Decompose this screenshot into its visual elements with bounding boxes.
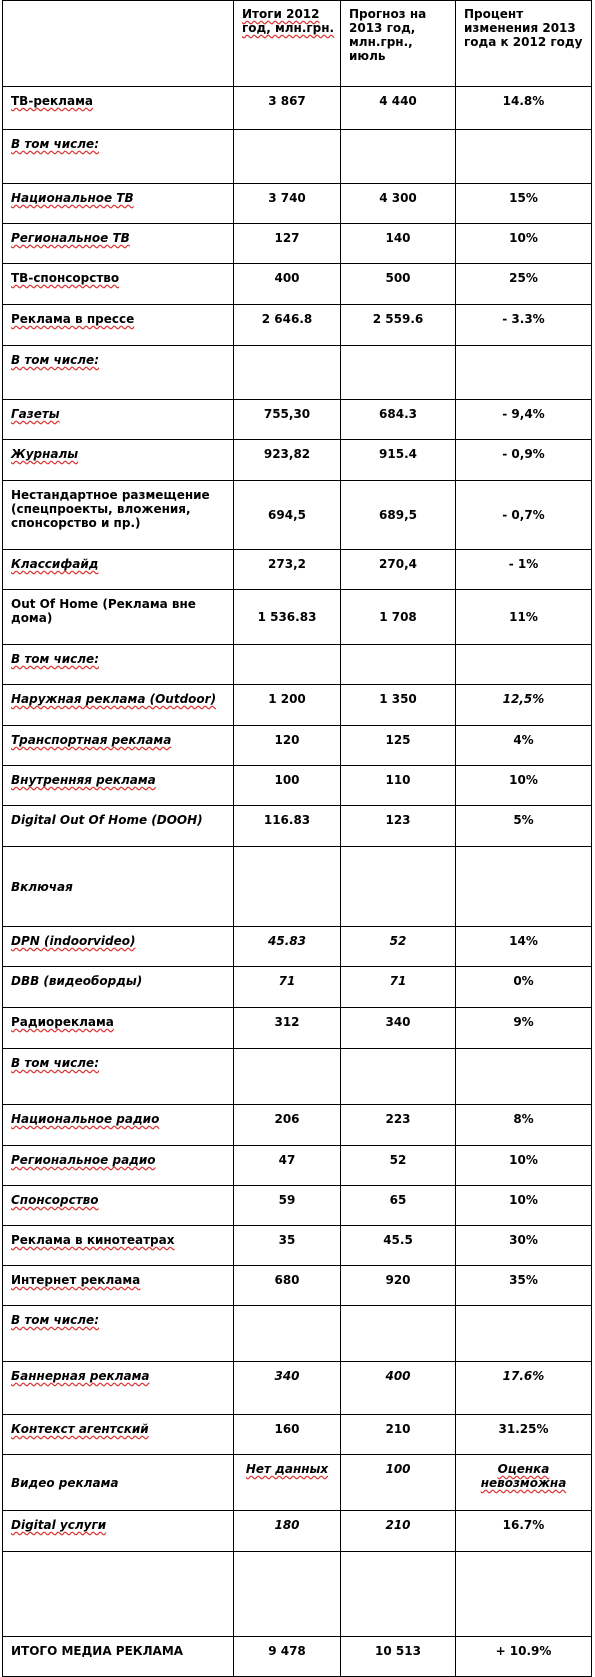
row-label-cell	[3, 1552, 234, 1637]
value-2012: 160	[274, 1422, 300, 1436]
table-row	[3, 1362, 592, 1415]
change-percent-cell	[456, 440, 592, 481]
value-2013: 400	[385, 1369, 411, 1383]
change-percent-cell	[456, 927, 592, 967]
change-percent-cell	[456, 1637, 592, 1677]
row-label-cell	[3, 1105, 234, 1146]
change-percent-cell	[456, 550, 592, 590]
row-label-cell	[3, 224, 234, 264]
row-label: Радиореклама	[11, 1015, 114, 1029]
change-percent-cell	[456, 1455, 592, 1511]
value-2012: 400	[274, 271, 300, 285]
value-2013: 210	[385, 1422, 411, 1436]
row-label: Газеты	[11, 407, 60, 421]
change-percent-cell	[456, 346, 592, 400]
value-2012: 59	[278, 1193, 296, 1207]
change-percent: 30%	[509, 1233, 538, 1247]
table-row	[3, 1186, 592, 1226]
value-2013-cell	[341, 1415, 456, 1455]
change-percent: - 3.3%	[502, 312, 545, 326]
table-row	[3, 264, 592, 305]
row-label-cell	[3, 1415, 234, 1455]
value-2013-cell	[341, 685, 456, 726]
value-2013: 689,5	[379, 508, 417, 522]
row-label: Включая	[11, 879, 73, 894]
change-percent-cell	[456, 264, 592, 305]
change-percent: 35%	[509, 1273, 538, 1287]
change-percent: 8%	[513, 1112, 534, 1126]
change-percent: 9%	[513, 1015, 534, 1029]
change-percent-cell	[456, 967, 592, 1008]
row-label-cell	[3, 1266, 234, 1306]
row-label-cell	[3, 1637, 234, 1677]
value-2013: 340	[385, 1015, 411, 1029]
change-percent-cell	[456, 1306, 592, 1362]
value-2013-cell	[341, 590, 456, 645]
value-2012-cell	[234, 766, 341, 806]
row-label: Реклама в кинотеатрах	[11, 1233, 175, 1247]
table-row	[3, 806, 592, 847]
row-label: Нестандартное размещение (спецпроекты, вложения, спонсорство и пр.)	[11, 488, 210, 530]
value-2012-cell	[234, 1637, 341, 1677]
change-percent: 25%	[509, 271, 538, 285]
row-label: Транспортная реклама	[11, 733, 172, 747]
row-label-cell	[3, 87, 234, 130]
row-label: Журналы	[11, 447, 79, 461]
value-2013: 223	[385, 1112, 411, 1126]
row-label-cell	[3, 726, 234, 766]
row-label: Видео реклама	[11, 1475, 119, 1490]
change-percent-cell	[456, 305, 592, 346]
value-2013-cell	[341, 726, 456, 766]
row-label-cell	[3, 305, 234, 346]
value-2012: 1 536.83	[257, 610, 317, 624]
change-percent-cell	[456, 847, 592, 927]
table-row	[3, 1266, 592, 1306]
row-label: Баннерная реклама	[11, 1369, 150, 1383]
value-2013-cell	[341, 967, 456, 1008]
value-2013-cell	[341, 927, 456, 967]
row-label-cell	[3, 927, 234, 967]
row-label: Digital Out Of Home (DOOH)	[11, 813, 203, 827]
change-percent-cell	[456, 1105, 592, 1146]
value-2013-cell	[341, 1186, 456, 1226]
change-percent: 10%	[509, 773, 538, 787]
value-2013-cell	[341, 766, 456, 806]
value-2013-cell	[341, 1146, 456, 1186]
value-2012: 116.83	[263, 813, 311, 827]
value-2012-cell	[234, 1362, 341, 1415]
row-label-cell	[3, 346, 234, 400]
row-label-cell	[3, 1049, 234, 1105]
value-2012: 312	[274, 1015, 300, 1029]
row-label-cell	[3, 264, 234, 305]
change-percent: 31.25%	[498, 1422, 549, 1436]
table-row	[3, 1226, 592, 1266]
change-percent: 16.7%	[502, 1518, 545, 1532]
value-2013-cell	[341, 1306, 456, 1362]
row-label: DPN (indoorvideo)	[11, 934, 136, 948]
row-label: Спонсорство	[11, 1193, 99, 1207]
table-row	[3, 590, 592, 645]
value-2013-cell	[341, 346, 456, 400]
change-percent: 4%	[513, 733, 534, 747]
table-row	[3, 305, 592, 346]
header-2013-cell: Прогноз на 2013 год, млн.грн., июль	[341, 1, 456, 87]
value-2012: 273,2	[268, 557, 306, 571]
row-label: В том числе:	[11, 652, 99, 666]
header-label-cell	[3, 1, 234, 87]
change-percent: + 10.9%	[495, 1644, 552, 1658]
value-2012-cell	[234, 264, 341, 305]
value-2013: 270,4	[379, 557, 417, 571]
value-2012-cell	[234, 685, 341, 726]
value-2013: 125	[385, 733, 411, 747]
value-2013-cell	[341, 1455, 456, 1511]
row-label: Классифайд	[11, 557, 99, 571]
change-percent: 17.6%	[502, 1369, 545, 1383]
change-percent-cell	[456, 645, 592, 685]
row-label: В том числе:	[11, 1313, 99, 1327]
row-label: В том числе:	[11, 1056, 99, 1070]
value-2013: 110	[385, 773, 411, 787]
value-2013: 4 300	[379, 191, 417, 205]
value-2012-cell	[234, 1415, 341, 1455]
value-2012: 71	[278, 974, 296, 988]
table-row	[3, 1049, 592, 1105]
change-percent-cell	[456, 726, 592, 766]
change-percent-cell	[456, 1511, 592, 1552]
header-2012-cell	[234, 1, 341, 87]
value-2013-cell	[341, 1049, 456, 1105]
change-percent: 0%	[513, 974, 534, 988]
value-2012-cell	[234, 1105, 341, 1146]
change-percent-cell	[456, 685, 592, 726]
change-percent: - 0,7%	[502, 508, 545, 522]
row-label-cell	[3, 645, 234, 685]
row-label-cell	[3, 967, 234, 1008]
row-label-cell	[3, 1455, 234, 1511]
value-2012: 755,30	[263, 407, 311, 421]
value-2012: 127	[274, 231, 300, 245]
value-2012-cell	[234, 847, 341, 927]
value-2013: 52	[389, 934, 407, 948]
change-percent: - 9,4%	[502, 407, 545, 421]
value-2013-cell	[341, 130, 456, 184]
row-label-cell	[3, 440, 234, 481]
change-percent: 15%	[509, 191, 538, 205]
value-2012-cell	[234, 1511, 341, 1552]
value-2013-cell	[341, 264, 456, 305]
change-percent: 14%	[509, 934, 538, 948]
row-label-cell	[3, 1511, 234, 1552]
value-2013-cell	[341, 87, 456, 130]
row-label: Национальное ТВ	[11, 191, 134, 205]
value-2013-cell	[341, 1226, 456, 1266]
value-2013-cell	[341, 184, 456, 224]
table-row	[3, 726, 592, 766]
value-2013-cell	[341, 1105, 456, 1146]
row-label: Внутренняя реклама	[11, 773, 156, 787]
value-2013-cell	[341, 1008, 456, 1049]
value-2012-cell	[234, 130, 341, 184]
value-2013-cell	[341, 305, 456, 346]
value-2012: 694,5	[268, 508, 306, 522]
row-label-cell	[3, 1146, 234, 1186]
table-row	[3, 1105, 592, 1146]
value-2012: 680	[274, 1273, 300, 1287]
value-2012-cell	[234, 224, 341, 264]
value-2012: 120	[274, 733, 300, 747]
value-2012-cell	[234, 645, 341, 685]
value-2012-cell	[234, 1306, 341, 1362]
change-percent-cell	[456, 87, 592, 130]
value-2012: 206	[274, 1112, 300, 1126]
table-row	[3, 87, 592, 130]
value-2012: 45.83	[268, 934, 306, 948]
table-row	[3, 1415, 592, 1455]
change-percent-cell	[456, 806, 592, 847]
value-2013-cell	[341, 1266, 456, 1306]
value-2013: 1 350	[379, 692, 417, 706]
value-2013: 210	[385, 1518, 411, 1532]
value-2013: 920	[385, 1273, 411, 1287]
value-2013: 1 708	[379, 610, 417, 624]
change-percent-cell	[456, 1362, 592, 1415]
row-label: Интернет реклама	[11, 1273, 141, 1287]
row-label-cell	[3, 847, 234, 927]
row-label: ТВ-реклама	[11, 94, 93, 108]
value-2012: 9 478	[268, 1644, 306, 1658]
value-2012-cell	[234, 481, 341, 550]
value-2013: 123	[385, 813, 411, 827]
value-2012-cell	[234, 1266, 341, 1306]
change-percent-cell	[456, 1049, 592, 1105]
row-label-cell	[3, 184, 234, 224]
row-label: Региональное радио	[11, 1153, 156, 1167]
table-row	[3, 550, 592, 590]
header-change-cell: Процент изменения 2013 года к 2012 году	[456, 1, 592, 87]
change-percent: - 0,9%	[502, 447, 545, 461]
change-percent: 5%	[513, 813, 534, 827]
value-2013: 45.5	[383, 1233, 413, 1247]
change-percent: 10%	[509, 1193, 538, 1207]
change-percent-cell	[456, 224, 592, 264]
value-2012-cell	[234, 967, 341, 1008]
value-2013: 71	[389, 974, 407, 988]
change-percent-cell	[456, 1226, 592, 1266]
row-label: Региональное ТВ	[11, 231, 130, 245]
change-percent-cell	[456, 1186, 592, 1226]
value-2012-cell	[234, 1049, 341, 1105]
row-label: Контекст агентский	[11, 1422, 149, 1436]
value-2012-cell	[234, 1552, 341, 1637]
row-label-cell	[3, 400, 234, 440]
row-label-cell	[3, 1008, 234, 1049]
value-2012: 1 200	[268, 692, 306, 706]
value-2013: 65	[389, 1193, 407, 1207]
value-2013-cell	[341, 1362, 456, 1415]
table-row	[3, 1146, 592, 1186]
value-2013: 100	[385, 1462, 411, 1476]
value-2013-cell	[341, 224, 456, 264]
change-percent: 14.8%	[502, 94, 545, 108]
change-percent-cell	[456, 1146, 592, 1186]
value-2012-cell	[234, 346, 341, 400]
header-2012-text: Итоги 2012 год, млн.грн.	[242, 7, 335, 35]
table-row	[3, 967, 592, 1008]
row-label: В том числе:	[11, 353, 99, 367]
value-2012: 35	[278, 1233, 296, 1247]
change-percent: - 1%	[508, 557, 539, 571]
row-label-cell	[3, 590, 234, 645]
value-2013-cell	[341, 1637, 456, 1677]
row-label: Национальное радио	[11, 1112, 160, 1126]
table-row	[3, 1511, 592, 1552]
table-row	[3, 1306, 592, 1362]
table-row	[3, 847, 592, 927]
table-row	[3, 184, 592, 224]
table-row	[3, 481, 592, 550]
change-percent-cell	[456, 481, 592, 550]
change-percent-cell	[456, 1266, 592, 1306]
table-row	[3, 346, 592, 400]
value-2012: 2 646.8	[261, 312, 313, 326]
value-2013-cell	[341, 1552, 456, 1637]
change-percent-cell	[456, 130, 592, 184]
change-percent-cell	[456, 1008, 592, 1049]
row-label: В том числе:	[11, 137, 99, 151]
row-label: Out Of Home (Реклама вне дома)	[11, 597, 196, 625]
change-percent-cell	[456, 1415, 592, 1455]
value-2013: 2 559.6	[372, 312, 424, 326]
row-label: ТВ-спонсорство	[11, 271, 120, 285]
table-row	[3, 685, 592, 726]
value-2013-cell	[341, 550, 456, 590]
ad-market-table	[2, 0, 592, 1677]
row-label: DBB (видеоборды)	[11, 974, 143, 988]
value-2012-cell	[234, 1226, 341, 1266]
change-percent: 11%	[509, 610, 538, 624]
value-2013: 915.4	[379, 447, 417, 461]
table-row	[3, 1455, 592, 1511]
table-row	[3, 1552, 592, 1637]
value-2012: 340	[274, 1369, 300, 1383]
value-2012: Нет данных	[245, 1462, 329, 1476]
value-2012-cell	[234, 550, 341, 590]
value-2012-cell	[234, 1008, 341, 1049]
value-2012-cell	[234, 726, 341, 766]
row-label-cell	[3, 1226, 234, 1266]
value-2013-cell	[341, 1511, 456, 1552]
value-2012-cell	[234, 440, 341, 481]
value-2012-cell	[234, 87, 341, 130]
change-percent-cell	[456, 400, 592, 440]
table-row	[3, 224, 592, 264]
value-2012-cell	[234, 1146, 341, 1186]
change-percent-cell	[456, 1552, 592, 1637]
row-label: Наружная реклама (Outdoor)	[11, 692, 217, 706]
row-label-cell	[3, 1306, 234, 1362]
table-row	[3, 1637, 592, 1677]
value-2013-cell	[341, 806, 456, 847]
value-2013: 52	[389, 1153, 407, 1167]
row-label-cell	[3, 481, 234, 550]
value-2012-cell	[234, 400, 341, 440]
value-2012: 180	[274, 1518, 300, 1532]
change-percent: 10%	[509, 1153, 538, 1167]
row-label-cell	[3, 1362, 234, 1415]
value-2012-cell	[234, 305, 341, 346]
row-label: ИТОГО МЕДИА РЕКЛАМА	[11, 1644, 184, 1658]
value-2013-cell	[341, 847, 456, 927]
value-2013-cell	[341, 481, 456, 550]
value-2012-cell	[234, 184, 341, 224]
table-row	[3, 927, 592, 967]
table-row	[3, 645, 592, 685]
row-label-cell	[3, 766, 234, 806]
value-2012-cell	[234, 1455, 341, 1511]
row-label-cell	[3, 1186, 234, 1226]
change-percent-cell	[456, 766, 592, 806]
value-2012-cell	[234, 927, 341, 967]
table-row	[3, 1008, 592, 1049]
change-percent-cell	[456, 590, 592, 645]
value-2013-cell	[341, 440, 456, 481]
row-label-cell	[3, 685, 234, 726]
value-2012-cell	[234, 1186, 341, 1226]
value-2012: 100	[274, 773, 300, 787]
value-2013: 684.3	[379, 407, 417, 421]
value-2013: 10 513	[375, 1644, 421, 1658]
value-2012-cell	[234, 590, 341, 645]
change-percent: Оценка невозможна	[480, 1462, 567, 1490]
value-2012: 3 867	[268, 94, 306, 108]
value-2012-cell	[234, 806, 341, 847]
value-2012: 923,82	[263, 447, 311, 461]
table-row	[3, 400, 592, 440]
value-2013: 500	[385, 271, 411, 285]
row-label: Digital услуги	[11, 1518, 107, 1532]
value-2013-cell	[341, 645, 456, 685]
change-percent: 12,5%	[502, 692, 545, 706]
table-row	[3, 440, 592, 481]
value-2013-cell	[341, 400, 456, 440]
change-percent: 10%	[509, 231, 538, 245]
value-2013: 4 440	[379, 94, 417, 108]
row-label-cell	[3, 130, 234, 184]
header-row	[3, 1, 592, 87]
row-label-cell	[3, 550, 234, 590]
change-percent-cell	[456, 184, 592, 224]
table-row	[3, 130, 592, 184]
row-label: Реклама в прессе	[11, 312, 135, 326]
value-2012: 3 740	[268, 191, 306, 205]
value-2012: 47	[278, 1153, 296, 1167]
table-row	[3, 766, 592, 806]
value-2013: 140	[385, 231, 411, 245]
row-label-cell	[3, 806, 234, 847]
table-body	[3, 87, 592, 1677]
